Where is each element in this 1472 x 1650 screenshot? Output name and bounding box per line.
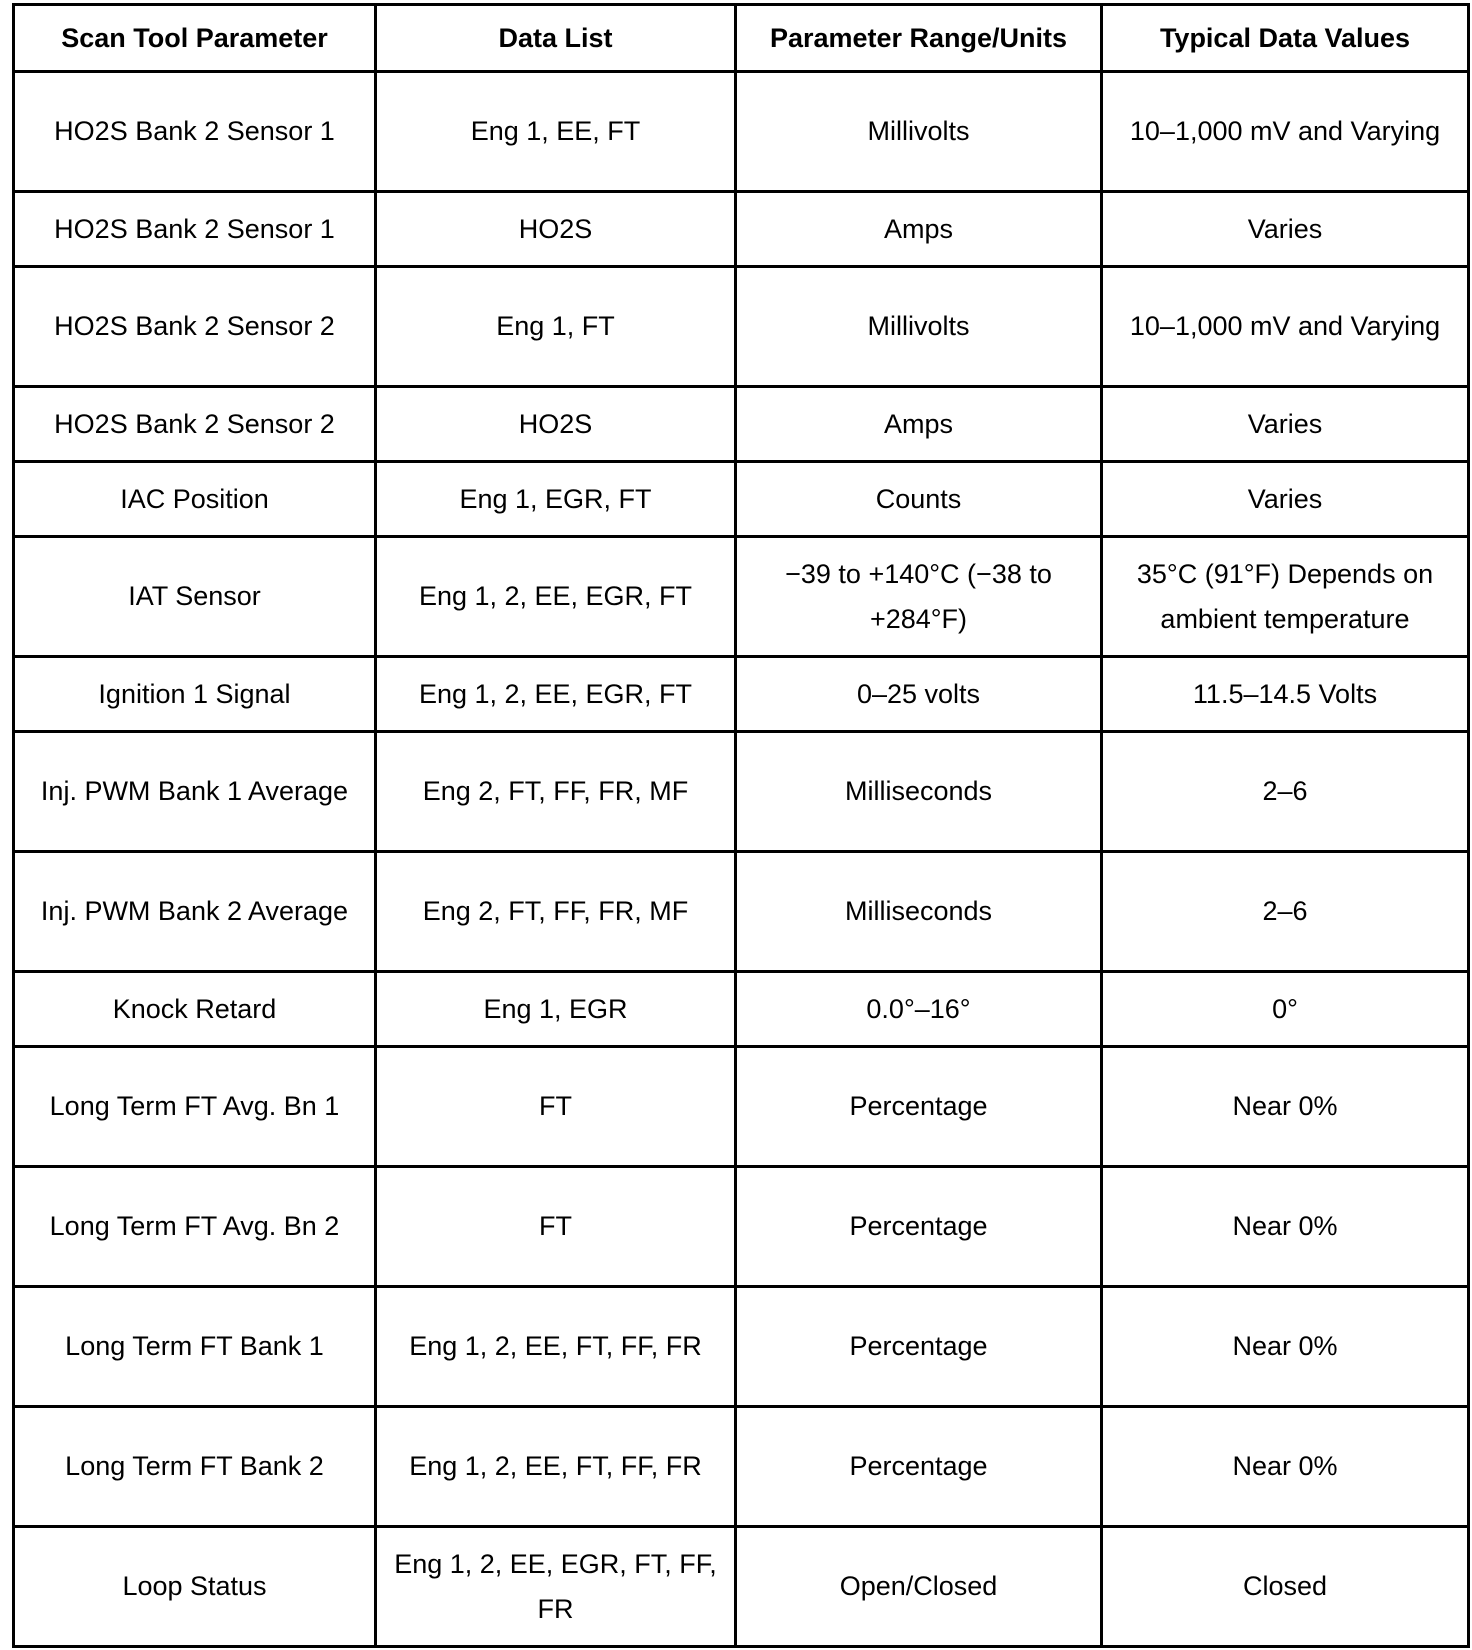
header-typical-data-values: Typical Data Values: [1102, 5, 1469, 72]
cell-typical-value: Near 0%: [1102, 1047, 1469, 1167]
cell-typical-value: 0°: [1102, 972, 1469, 1047]
header-scan-tool-parameter: Scan Tool Parameter: [14, 5, 376, 72]
cell-data-list: Eng 1, 2, EE, EGR, FT: [376, 657, 736, 732]
cell-range-units: Open/Closed: [736, 1527, 1102, 1647]
cell-data-list: Eng 1, 2, EE, EGR, FT, FF, FR: [376, 1527, 736, 1647]
cell-range-units: Millivolts: [736, 267, 1102, 387]
cell-range-units: Percentage: [736, 1167, 1102, 1287]
cell-parameter: Inj. PWM Bank 1 Average: [14, 732, 376, 852]
cell-parameter: HO2S Bank 2 Sensor 2: [14, 267, 376, 387]
table-row: [14, 972, 1469, 1047]
table-header-row: [14, 5, 1469, 72]
table-row: [14, 1407, 1469, 1527]
cell-range-units: Amps: [736, 192, 1102, 267]
cell-range-units: Amps: [736, 387, 1102, 462]
cell-typical-value: Near 0%: [1102, 1407, 1469, 1527]
table-row: [14, 1287, 1469, 1407]
cell-range-units: Milliseconds: [736, 732, 1102, 852]
table-row: [14, 732, 1469, 852]
cell-range-units: Percentage: [736, 1407, 1102, 1527]
cell-range-units: Percentage: [736, 1047, 1102, 1167]
cell-parameter: Long Term FT Bank 1: [14, 1287, 376, 1407]
cell-data-list: Eng 1, EGR: [376, 972, 736, 1047]
table-row: [14, 852, 1469, 972]
table-row: [14, 192, 1469, 267]
cell-typical-value: Closed: [1102, 1527, 1469, 1647]
cell-parameter: Ignition 1 Signal: [14, 657, 376, 732]
cell-range-units: 0–25 volts: [736, 657, 1102, 732]
table-row: [14, 267, 1469, 387]
cell-range-units: Milliseconds: [736, 852, 1102, 972]
cell-parameter: Knock Retard: [14, 972, 376, 1047]
cell-parameter: IAT Sensor: [14, 537, 376, 657]
cell-typical-value: 11.5–14.5 Volts: [1102, 657, 1469, 732]
table-row: [14, 657, 1469, 732]
cell-typical-value: Near 0%: [1102, 1167, 1469, 1287]
cell-typical-value: Varies: [1102, 192, 1469, 267]
cell-typical-value: 10–1,000 mV and Varying: [1102, 72, 1469, 192]
cell-data-list: FT: [376, 1047, 736, 1167]
cell-parameter: HO2S Bank 2 Sensor 2: [14, 387, 376, 462]
cell-range-units: Millivolts: [736, 72, 1102, 192]
cell-range-units: Counts: [736, 462, 1102, 537]
cell-data-list: HO2S: [376, 387, 736, 462]
header-parameter-range-units: Parameter Range/Units: [736, 5, 1102, 72]
cell-data-list: FT: [376, 1167, 736, 1287]
cell-parameter: Loop Status: [14, 1527, 376, 1647]
cell-data-list: Eng 1, FT: [376, 267, 736, 387]
cell-typical-value: 2–6: [1102, 852, 1469, 972]
cell-parameter: HO2S Bank 2 Sensor 1: [14, 192, 376, 267]
cell-parameter: HO2S Bank 2 Sensor 1: [14, 72, 376, 192]
header-data-list: Data List: [376, 5, 736, 72]
cell-typical-value: 10–1,000 mV and Varying: [1102, 267, 1469, 387]
cell-parameter: IAC Position: [14, 462, 376, 537]
table-row: [14, 72, 1469, 192]
cell-data-list: Eng 1, 2, EE, EGR, FT: [376, 537, 736, 657]
table-row: [14, 462, 1469, 537]
cell-data-list: Eng 1, EE, FT: [376, 72, 736, 192]
cell-parameter: Long Term FT Avg. Bn 1: [14, 1047, 376, 1167]
cell-typical-value: 2–6: [1102, 732, 1469, 852]
cell-data-list: Eng 1, EGR, FT: [376, 462, 736, 537]
scan-tool-data-table: [12, 3, 1470, 1648]
cell-parameter: Inj. PWM Bank 2 Average: [14, 852, 376, 972]
cell-typical-value: Near 0%: [1102, 1287, 1469, 1407]
table-row: [14, 387, 1469, 462]
cell-data-list: Eng 1, 2, EE, FT, FF, FR: [376, 1287, 736, 1407]
cell-data-list: Eng 2, FT, FF, FR, MF: [376, 732, 736, 852]
cell-data-list: HO2S: [376, 192, 736, 267]
table-row: [14, 1527, 1469, 1647]
cell-typical-value: 35°C (91°F) Depends on ambient temperature: [1102, 537, 1469, 657]
cell-typical-value: Varies: [1102, 462, 1469, 537]
cell-range-units: 0.0°–16°: [736, 972, 1102, 1047]
cell-data-list: Eng 1, 2, EE, FT, FF, FR: [376, 1407, 736, 1527]
cell-range-units: −39 to +140°C (−38 to +284°F): [736, 537, 1102, 657]
cell-parameter: Long Term FT Bank 2: [14, 1407, 376, 1527]
cell-typical-value: Varies: [1102, 387, 1469, 462]
cell-data-list: Eng 2, FT, FF, FR, MF: [376, 852, 736, 972]
cell-parameter: Long Term FT Avg. Bn 2: [14, 1167, 376, 1287]
table-row: [14, 537, 1469, 657]
table-row: [14, 1047, 1469, 1167]
cell-range-units: Percentage: [736, 1287, 1102, 1407]
table-row: [14, 1167, 1469, 1287]
